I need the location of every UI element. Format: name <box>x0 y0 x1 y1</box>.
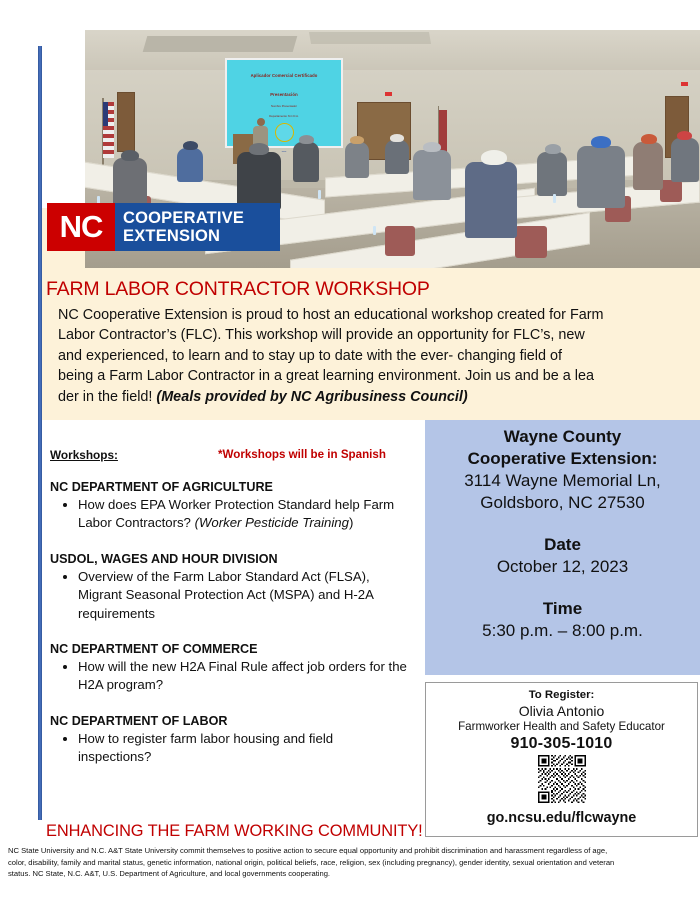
agenda-items <box>50 730 410 767</box>
info-spacer <box>425 514 700 534</box>
photo-cap <box>423 142 441 152</box>
register-label: To Register: <box>528 689 595 701</box>
agenda-items <box>50 568 410 623</box>
contact-role: Farmworker Health and Safety Educator <box>458 720 665 733</box>
slide-title-line1: Aplicador Comercial Certificado <box>250 73 318 78</box>
registration-url[interactable]: go.ncsu.edu/flcwayne <box>486 810 637 826</box>
agenda-item-text: How does EPA Worker Protection Standard help Farm Labor Contractors? <box>78 497 395 531</box>
disclaimer-line-3: status. NC State, N.C. A&T, U.S. Department of Agriculture, and local governments cooperating. <box>8 869 331 879</box>
page-title: FARM LABOR CONTRACTOR WORKSHOP <box>46 278 430 300</box>
agenda-items <box>50 496 410 533</box>
slide-seal-icon <box>275 123 294 142</box>
photo-attendee <box>537 152 567 196</box>
legal-disclaimer <box>8 845 690 880</box>
venue-address-line1: 3114 Wayne Memorial Ln, <box>464 471 661 490</box>
photo-attendee <box>385 140 409 174</box>
photo-exit-sign <box>681 82 688 86</box>
agenda-list <box>50 480 410 767</box>
agenda-item-italic: (Worker Pesticide Training <box>194 515 349 531</box>
agenda-dept: USDOL, WAGES AND HOUR DIVISION <box>50 551 278 566</box>
event-info-box <box>425 420 700 675</box>
info-spacer <box>425 578 700 598</box>
photo-attendee <box>177 148 203 182</box>
photo-water-bottle <box>373 226 376 235</box>
intro-line-5 <box>58 387 694 407</box>
photo-chair <box>660 180 682 202</box>
intro-meals-note: (Meals provided by NC Agribusiness Council) <box>156 388 468 405</box>
intro-line-5-text: der in the field! <box>58 388 157 405</box>
photo-cap <box>183 141 198 150</box>
flag-canton <box>103 102 108 126</box>
date-label: Date <box>544 535 581 554</box>
logo-line-extension: EXTENSION <box>123 227 221 245</box>
photo-attendee <box>413 150 451 200</box>
slide-footer-text: www <box>281 151 287 153</box>
photo-cap <box>390 134 404 142</box>
slide-title-line2: Presentación <box>270 92 298 97</box>
nc-cooperative-extension-logo <box>47 203 280 251</box>
agenda-items <box>50 658 410 695</box>
photo-water-bottle <box>553 194 556 203</box>
venue-name-line2: Cooperative Extension: <box>467 449 658 468</box>
logo-nc-mark: NC <box>47 203 115 251</box>
photo-door <box>117 92 135 152</box>
disclaimer-line-1: NC State University and N.C. A&T State University commit themselves to positive action to secure equal opportunity and prohibit discrimination and harassment regardless of age, <box>8 846 608 855</box>
qr-code-icon[interactable] <box>538 755 586 803</box>
workshops-label: Workshops: <box>50 448 118 462</box>
slide-sub-line1: Nombre Presentador <box>271 104 297 108</box>
contact-name: Olivia Antonio <box>518 703 605 719</box>
list-item: • Overview of the Farm Labor Standard Act (FLSA), Migrant Seasonal Protection Act (MSPA) and H-2A requirements <box>78 568 410 623</box>
list-item <box>78 496 410 533</box>
photo-cap <box>545 144 561 154</box>
photo-ceiling-panel <box>143 36 298 52</box>
photo-cap <box>299 135 314 144</box>
photo-attendee <box>465 162 517 238</box>
photo-chair <box>515 226 547 258</box>
photo-ceiling-panel <box>309 32 431 44</box>
photo-cap <box>249 143 269 155</box>
photo-water-bottle <box>318 190 321 199</box>
photo-speaker-head <box>257 118 265 126</box>
intro-line-3: and experienced, to learn and to stay up to date with the ever- changing field of <box>58 347 563 364</box>
agenda-dept: NC DEPARTMENT OF LABOR <box>50 713 228 728</box>
photo-attendee <box>237 152 281 210</box>
contact-phone: 910-305-1010 <box>510 735 613 752</box>
agenda-dept: NC DEPARTMENT OF COMMERCE <box>50 642 258 657</box>
time-label: Time <box>542 599 583 618</box>
agenda-dept: NC DEPARTMENT OF AGRICULTURE <box>50 480 273 494</box>
slide-sub-line2: Departamento N.C.D.A. <box>269 114 299 118</box>
intro-paragraph <box>58 305 694 407</box>
left-vertical-rule <box>38 46 42 820</box>
registration-box <box>425 682 698 837</box>
disclaimer-line-2: color, disability, family and marital status, genetic information, national origin, political beliefs, race, religion, sex (including pregnancy), gender identity, sexual orientation and veteran <box>8 857 615 867</box>
list-item: • How will the new H2A Final Rule affect job orders for the H2A program? <box>78 658 410 695</box>
photo-cap <box>350 136 364 144</box>
logo-wordmark <box>115 203 280 251</box>
date-value: October 12, 2023 <box>496 557 629 576</box>
time-value: 5:30 p.m. – 8:00 p.m. <box>482 621 643 640</box>
venue-address-line2: Goldsboro, NC 27530 <box>480 493 645 512</box>
photo-cap <box>121 150 139 161</box>
logo-line-cooperative: COOPERATIVE <box>123 209 245 227</box>
photo-attendee <box>293 142 319 182</box>
agenda-item-tail: ) <box>348 515 354 531</box>
intro-line-1: NC Cooperative Extension is proud to host an educational workshop created for Farm <box>58 307 604 323</box>
tagline: ENHANCING THE FARM WORKING COMMUNITY! <box>46 822 423 840</box>
photo-cap <box>641 134 657 144</box>
spanish-language-note: *Workshops will be in Spanish <box>218 448 386 461</box>
photo-cap <box>481 150 507 165</box>
photo-cap <box>677 131 692 140</box>
photo-attendee <box>633 142 663 190</box>
photo-chair <box>385 226 415 256</box>
intro-line-4: being a Farm Labor Contractor in a great learning environment. Join us and be a lea <box>58 368 594 385</box>
list-item: • How to register farm labor housing and field inspections? <box>78 730 410 767</box>
photo-attendee <box>113 158 147 206</box>
photo-attendee <box>671 138 699 182</box>
venue-name-line1: Wayne County <box>503 427 622 446</box>
photo-attendee <box>345 142 369 178</box>
photo-cap <box>591 136 611 148</box>
photo-attendee <box>577 146 625 208</box>
intro-line-2: Labor Contractor’s (FLC). This workshop will provide an opportunity for FLC’s, new <box>58 327 585 344</box>
photo-exit-sign <box>385 92 392 96</box>
